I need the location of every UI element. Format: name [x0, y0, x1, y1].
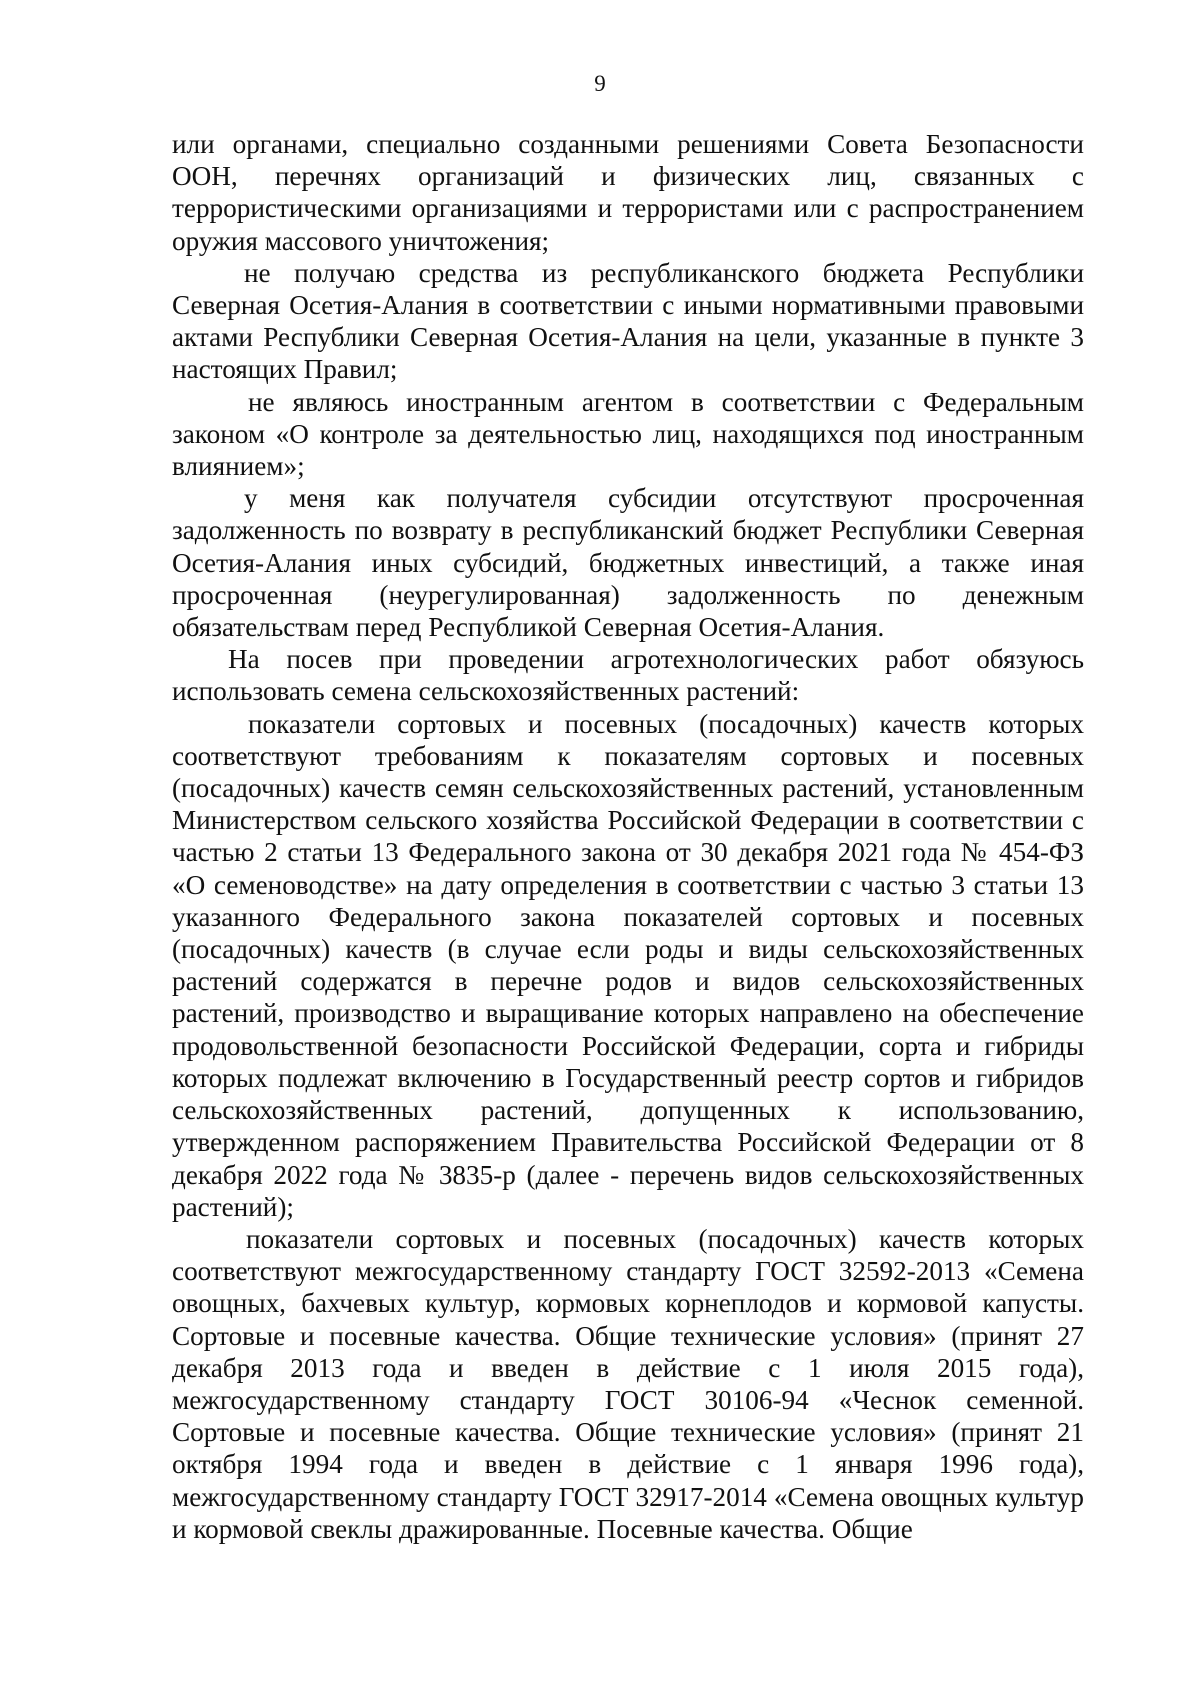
- paragraph-continuation: или органами, специально созданными решениями Совета Безопасности ООН, перечнях организаций и физических лиц, связанных с террористическими организациями и террористами или с распространением оружия массового уничтожения;: [172, 129, 1084, 256]
- paragraph-gost-standards: показатели сортовых и посевных (посадочных) качеств которых соответствуют межгосударственному стандарту ГОСТ 32592-2013 «Семена овощных, бахчевых культур, кормовых корнеплодов и кормовой капусты. Сортовые и посевные качества. Общие технические условия» (принят 27 декабря 2013 года и введен в действие с 1 июля 2015 года), межгосударственному стандарту ГОСТ 30106-94 «Чеснок семенной. Сортовые и посевные качества. Общие технические условия» (принят 21 октября 1994 года и введен в действие с 1 января 1996 года), межгосударственному стандарту ГОСТ 32917-2014 «Семена овощных культур и кормовой свеклы дражированные. Посевные качества. Общие: [172, 1223, 1084, 1544]
- paragraph-seed-obligation: На посев при проведении агротехнологических работ обязуюсь использовать семена сельскохозяйственных растений:: [172, 644, 1084, 707]
- paragraph-seed-quality-requirements: показатели сортовых и посевных (посадочных) качеств которых соответствуют требованиям к показателям сортовых и посевных (посадочных) качеств семян сельскохозяйственных растений, установленным Министерством сельского хозяйства Российской Федерации в соответствии с частью 2 статьи 13 Федерального закона от 30 декабря 2021 года № 454-ФЗ «О семеноводстве» на дату определения в соответствии с частью 3 статьи 13 указанного Федерального закона показателей сортовых и посевных (посадочных) качеств (в случае если роды и виды сельскохозяйственных растений содержатся в перечне родов и видов сельскохозяйственных растений, производство и выращивание которых направлено на обеспечение продовольственной безопасности Российской Федерации, сорта и гибриды которых подлежат включению в Государственный реестр сортов и гибридов сельскохозяйственных растений, допущенных к использованию, утвержденном распоряжением Правительства Российской Федерации от 8 декабря 2022 года № 3835-р (далее - перечень видов сельскохозяйственных растений);: [172, 708, 1084, 1222]
- paragraph-budget-funds: не получаю средства из республиканского бюджета Республики Северная Осетия-Алания в соответствии с иными нормативными правовыми актами Республики Северная Осетия-Алания на цели, указанные в пункте 3 настоящих Правил;: [172, 257, 1084, 385]
- paragraph-foreign-agent: не являюсь иностранным агентом в соответствии с Федеральным законом «О контроле за деятельностью лиц, находящихся под иностранным влиянием»;: [172, 386, 1084, 482]
- paragraph-overdue-debt: у меня как получателя субсидии отсутствуют просроченная задолженность по возврату в республиканский бюджет Республики Северная Осетия-Алания иных субсидий, бюджетных инвестиций, а также иная просроченная (неурегулированная) задолженность по денежным обязательствам перед Республикой Северная Осетия-Алания.: [172, 483, 1084, 643]
- page-number: 9: [594, 71, 606, 96]
- document-body: [172, 128, 1084, 1545]
